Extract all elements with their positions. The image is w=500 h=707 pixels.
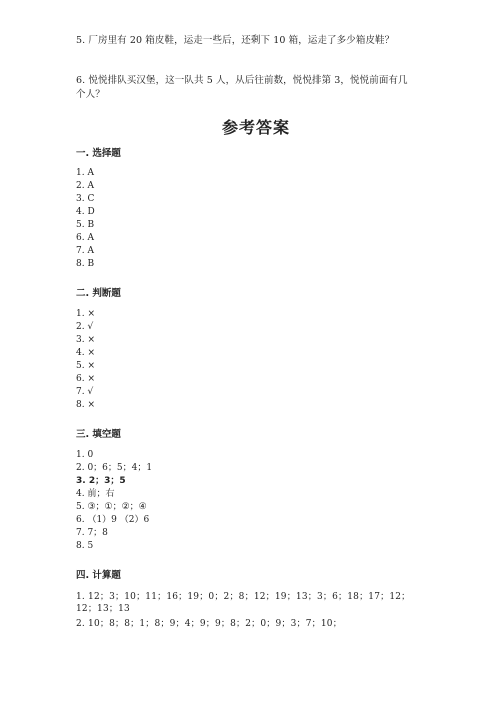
question-6-line-1: 6. 悦悦排队买汉堡，这一队共 5 人，从后往前数，悦悦排第 3，悦悦前面有几 [76,75,408,86]
judge-answer-8: 8. × [76,400,95,410]
section-heading-judge: 二. 判断题 [76,288,121,299]
calc-answer-1: 1. 12；3；10；11；16；19；0；2；8；12；19；13；3；6；18；17；12；12；13；13 [76,592,411,614]
fill-answer-5: 5. ③；①；②；④ [76,502,147,512]
choice-answer-8: 8. B [76,259,95,269]
judge-answer-4: 4. × [76,348,95,358]
fill-answer-4: 4. 前；右 [76,489,115,499]
choice-answer-1: 1. A [76,168,94,178]
choice-answer-5: 5. B [76,220,95,230]
judge-answer-2: 2. √ [76,322,94,332]
fill-answer-7: 7. 7；8 [76,528,108,538]
judge-answer-5: 5. × [76,361,95,371]
judge-answer-6: 6. × [76,374,95,384]
judge-answer-3: 3. × [76,335,95,345]
fill-answer-1: 1. 0 [76,450,94,460]
fill-answer-6: 6. （1）9 （2）6 [76,515,150,525]
question-6-line-2: 个人？ [76,89,105,100]
choice-answer-6: 6. A [76,233,94,243]
question-5: 5. 厂房里有 20 箱皮鞋，运走一些后，还剩下 10 箱，运走了多少箱皮鞋？ [76,35,395,46]
judge-answer-7: 7. √ [76,387,94,397]
choice-answer-7: 7. A [76,246,94,256]
judge-answer-1: 1. × [76,309,95,319]
fill-answer-3: 3. 2；3；5 [76,476,126,486]
calc-answer-2: 2. 10；8；8；1；8；9；4；9；9；8；2；0；9；3；7；10； [76,619,342,629]
fill-answer-2: 2. 0；6；5；4；1 [76,463,153,473]
choice-answer-2: 2. A [76,181,94,191]
section-heading-choice: 一. 选择题 [76,148,121,159]
fill-answer-8: 8. 5 [76,541,94,551]
section-heading-fill: 三. 填空题 [76,429,121,440]
choice-answer-3: 3. C [76,194,95,204]
section-heading-calc: 四. 计算题 [76,570,121,581]
page-title: 参考答案 [221,118,290,137]
choice-answer-4: 4. D [76,207,95,217]
